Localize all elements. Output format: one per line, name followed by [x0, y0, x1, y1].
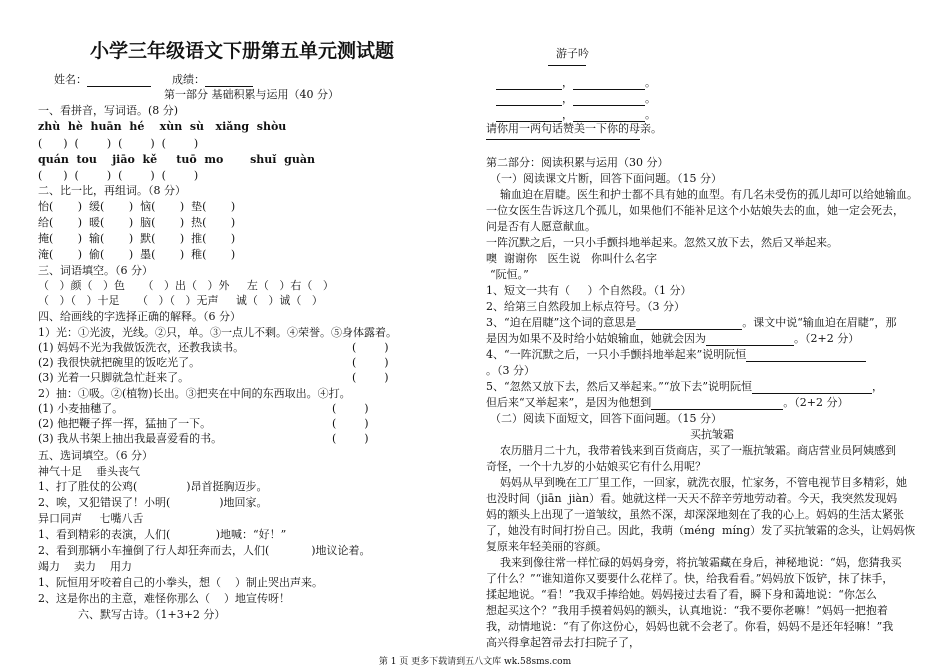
pinyin-row2: quán tou jiāo kě tuō mo shuǐ guàn	[38, 153, 315, 166]
fill-row2[interactable]: （ ）（ ）十足 （ ）（ ）无声 诚（ ）诚（ ）	[38, 294, 323, 307]
reading1-q1[interactable]: 1、短文一共有（ ）个自然段。（1 分）	[486, 284, 692, 297]
passage2-line: 了，她没有时间打扮自己。因此，我萌（méng míng）发了买抗皱霜的念头，让妈妈恢	[486, 524, 916, 537]
passage1-line: 噢 谢谢你 医生说 你叫什么名字	[486, 252, 657, 265]
sentence-guang-3: (3) 光着一只脚就急忙赶来了。	[38, 371, 190, 384]
passage1-line: 输血迫在眉睫。医生和护士都不具有她的血型。有几名未受伤的孤儿却可以给她输血。	[486, 188, 918, 201]
answer-paren[interactable]: ( )	[332, 432, 369, 445]
passage2-line: 妈的额头上出现了一道皱纹，虽然不深，却深深地刻在了我的心上。妈妈的生活太紧张	[486, 508, 904, 521]
reading1-q4-cont: 。（3 分）	[486, 364, 535, 377]
choice-sentence[interactable]: 2、这是你出的主意，难怪你那么（ ）地宣传呀！	[38, 592, 290, 605]
compare-row3[interactable]: 掩( ) 输( ) 默( ) 推( )	[38, 232, 236, 245]
answer-line[interactable]	[486, 138, 640, 140]
poem-line-blanks[interactable]: ， 。	[496, 76, 656, 90]
passage2-line: 农历腊月二十九，我带着钱来到百货商店，买了一瓶抗皱霜。商店营业员阿姨感到	[486, 444, 896, 457]
sentence-chou-1: (1) 小麦抽穗了。	[38, 402, 124, 415]
passage1-line: 一阵沉默之后，一只小手颤抖地举起来。忽然又放下去，然后又举起来。	[486, 236, 838, 249]
sentence-chou-3: (3) 我从书架上抽出我最喜爱看的书。	[38, 432, 223, 445]
reading1-q3[interactable]: 3、“迫在眉睫”这个词的意思是 。课文中说“输血迫在眉睫”，那	[486, 316, 897, 329]
section3-heading: 三、词语填空。（6 分）	[38, 264, 153, 277]
word-choices-2: 异口同声 七嘴八舌	[38, 512, 144, 525]
answer-paren[interactable]: ( )	[352, 371, 389, 384]
definition-chou: 2）抽：①吸。②(植物)长出。③把夹在中间的东西取出。④打。	[38, 387, 351, 400]
reading1-q3-cont[interactable]: 是因为如果不及时给小姑娘输血，她就会因为 。（2+2 分）	[486, 332, 860, 345]
passage2-line: 揉起地说。“看！”我双手捧给她。妈妈接过去看了看，瞬下身和蔼地说：“你怎么	[486, 588, 877, 601]
reading1-q5-cont[interactable]: 但后来“又举起来”，是因为他想到 。（2+2 分）	[486, 396, 849, 409]
passage2-line: 复原来年轻美丽的容颜。	[486, 540, 607, 553]
poem-title: 游子吟	[556, 47, 589, 60]
reading1-q2: 2、给第三自然段加上标点符号。（3 分）	[486, 300, 685, 313]
passage2-line: 高兴得拿起笤帚去打扫院子了，	[486, 636, 640, 649]
reading1-heading: （一）阅读课文片断，回答下面问题。（15 分）	[490, 172, 722, 185]
passage2-line: 了什么？”“谁知道你又要要什么花样了。快，给我看看。”妈妈放下饭铲，抹了抹手，	[486, 572, 894, 585]
part2-heading: 第二部分：阅读积累与运用（30 分）	[486, 156, 669, 169]
score-field[interactable]: 成绩：	[172, 73, 253, 87]
reading1-q5[interactable]: 5、“忽然又放下去，然后又举起来。”“放下去”说明阮恒 ，	[486, 380, 883, 393]
choice-sentence[interactable]: 1、阮恒用牙咬着自己的小拳头，想（ ）制止哭出声来。	[38, 576, 323, 589]
passage2-line: 想起买这个？”我用手摸着妈妈的额头，认真地说：“我不要你老嘛！”妈妈一把抱着	[486, 604, 888, 617]
compare-row4[interactable]: 淹( ) 偷( ) 墨( ) 稚( )	[38, 248, 236, 261]
exam-title: 小学三年级语文下册第五单元测试题	[90, 40, 395, 62]
fill-row1[interactable]: （ ）颜（ ）色 （ ）出（ ）外 左（ ）右（ ）	[38, 279, 334, 292]
sentence-guang-2: (2) 我很快就把碗里的饭吃光了。	[38, 356, 201, 369]
divider	[548, 64, 586, 66]
sentence-guang-1: (1) 妈妈不光为我做饭洗衣，还教我读书。	[38, 341, 245, 354]
answer-paren[interactable]: ( )	[332, 402, 369, 415]
poem-line-blanks[interactable]: ， 。	[496, 108, 656, 122]
poem-line-blanks[interactable]: ， 。	[496, 92, 656, 106]
compare-row2[interactable]: 给( ) 暖( ) 脑( ) 热( )	[38, 216, 236, 229]
passage2-line: 我，动情地说：“有了你这份心，妈妈也就不会老了。你看，妈妈不是还年轻嘛！”我	[486, 620, 894, 633]
answer-brackets-row1[interactable]: ( ) ( ) ( ) ( )	[38, 137, 199, 150]
passage2-line: 我来到像往常一样忙碌的妈妈身旁，将抗皱霜藏在身后，神秘地说：“妈，您猜我买	[486, 556, 902, 569]
section5-heading: 五、选词填空。（6 分）	[38, 449, 153, 462]
answer-paren[interactable]: ( )	[332, 417, 369, 430]
reading2-title: 买抗皱霜	[690, 428, 734, 441]
section4-heading: 四、给画线的字选择正确的解释。（6 分）	[38, 310, 241, 323]
sentence-chou-2: (2) 他把鞭子挥一挥，猛抽了一下。	[38, 417, 212, 430]
reading2-heading: （二）阅读下面短文，回答下面问题。（15 分）	[490, 412, 722, 425]
answer-brackets-row2[interactable]: ( ) ( ) ( ) ( )	[38, 169, 199, 182]
passage2-line: 也没时间（jiān jiàn）看。她就这样一天天不辞辛劳地劳动着。今天，我突然发现妈	[486, 492, 898, 505]
section2-heading: 二、比一比，再组词。（8 分）	[38, 184, 186, 197]
name-field[interactable]: 姓名：	[54, 73, 151, 87]
choice-sentence[interactable]: 2、唉，又犯错误了！小明( )地回家。	[38, 496, 268, 509]
part1-heading: 第一部分 基础积累与运用（40 分）	[164, 88, 339, 101]
praise-prompt: 请你用一两句话赞美一下你的母亲。	[486, 122, 662, 135]
answer-paren[interactable]: ( )	[352, 356, 389, 369]
section6-heading: 六、默写古诗。（1+3+2 分）	[78, 608, 226, 621]
compare-row1[interactable]: 怡( ) 缓( ) 恼( ) 垫( )	[38, 200, 236, 213]
passage1-line: 一位女医生告诉这几个孤儿，如果他们不能补足这个小姑娘失去的血，她一定会死去，	[486, 204, 904, 217]
answer-paren[interactable]: ( )	[352, 341, 389, 354]
choice-sentence[interactable]: 2、看到那辆小车撞倒了行人却狂奔而去，人们( )地议论着。	[38, 544, 371, 557]
passage1-line: 问是否有人愿意献血。	[486, 220, 596, 233]
choice-sentence[interactable]: 1、看到精彩的表演，人们( )地喊：“好！”	[38, 528, 287, 541]
passage2-line: 妈妈从早到晚在工厂里工作，一回家，就洗衣服，忙家务，不管电视节目多精彩，她	[486, 476, 907, 489]
section1-heading: 一、看拼音，写词语。(8 分)	[38, 104, 179, 117]
passage2-line: 奇怪，一个十九岁的小姑娘买它有什么用呢？	[486, 460, 706, 473]
reading1-q4[interactable]: 4、“一阵沉默之后，一只小手颤抖地举起来”说明阮恒	[486, 348, 866, 362]
pinyin-row1: zhù hè huān hé xùn sù xiǎng shòu	[38, 120, 287, 133]
page-footer: 第 1 页 更多下载请到五八文库 wk.58sms.com	[378, 657, 572, 667]
word-choices-1: 神气十足 垂头丧气	[38, 465, 140, 478]
word-choices-3: 竭力 卖力 用力	[38, 560, 132, 573]
definition-guang: 1）光：①光波，光线。②只，单。③一点儿不剩。④荣誉。⑤身体露着。	[38, 326, 397, 339]
choice-sentence[interactable]: 1、打了胜仗的公鸡( )昂首挺胸迈步。	[38, 480, 268, 493]
passage1-line: “阮恒。”	[490, 268, 529, 281]
